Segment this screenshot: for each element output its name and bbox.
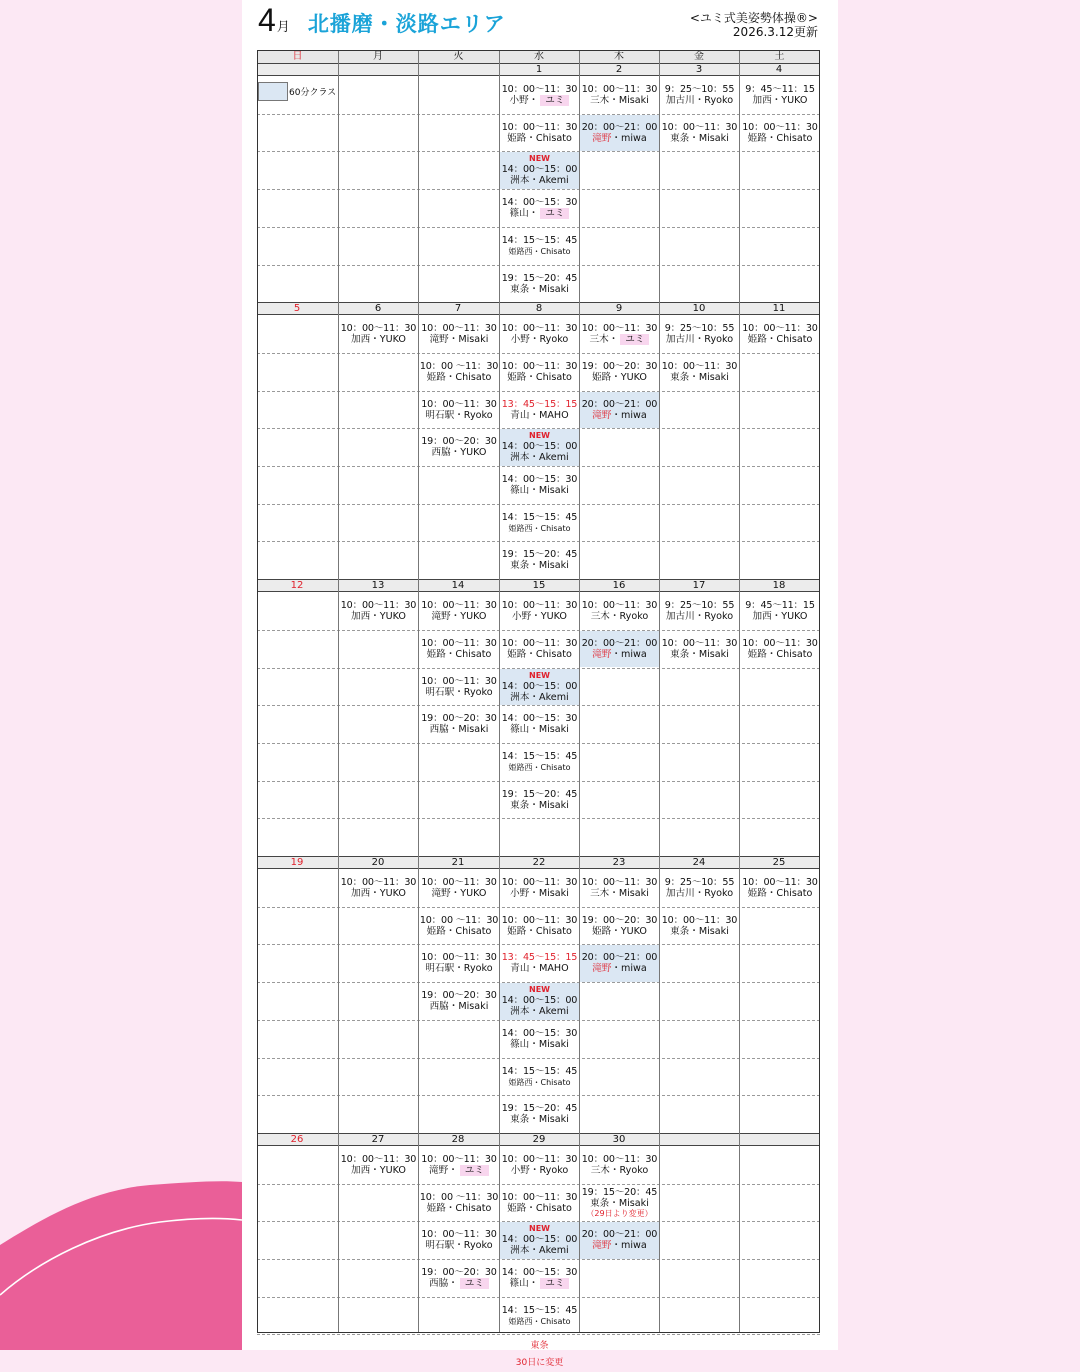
class-time: 10：00～11：30	[501, 600, 578, 612]
date-label: 13	[371, 580, 385, 592]
class-time: 10：00～11：30	[421, 952, 497, 964]
class-instructor: ・miwa	[611, 132, 647, 144]
class-time: 10：00～11：30	[661, 121, 738, 133]
date-label: 18	[772, 580, 786, 592]
class-time: 9：45～11：15	[745, 600, 815, 612]
class-time: 14：00～15：30	[501, 197, 578, 209]
class-location: 三木・Misaki	[590, 95, 649, 106]
class-location: 小野・Misaki	[510, 888, 569, 899]
class-location: 姫路・Chisato	[507, 925, 572, 937]
class-time: 10：00～11：30	[421, 1153, 497, 1165]
class-time: 10：00～11：30	[501, 360, 578, 372]
class-time: 19：00～20：30	[581, 360, 658, 372]
class-time: 10：00～11：30	[742, 637, 818, 649]
day-header-5: 金	[659, 50, 739, 63]
class-location: 姫路西・Chisato	[508, 246, 571, 256]
class-location: 洲本・Akemi	[510, 691, 569, 703]
class-time: 14：00～15：30	[501, 1267, 578, 1278]
class-location: 小野・YUKO	[512, 611, 567, 623]
class-time: 10：00～11：30	[501, 1153, 578, 1165]
class-time: 9：45～11：15	[745, 84, 815, 95]
class-location: 姫路・Chisato	[507, 1202, 572, 1214]
class-time: 10：00～11：30	[742, 323, 818, 335]
class-time: 19：15～20：45	[501, 272, 578, 284]
date-label: 5	[293, 303, 301, 315]
day-header-1: 月	[338, 50, 418, 63]
class-time: 13：45～15：15	[501, 398, 578, 410]
class-location: 姫路・Chisato	[426, 371, 492, 383]
class-time: 14：00～15：00	[501, 995, 578, 1007]
class-location: 東条・Misaki	[670, 132, 729, 144]
class-time: 10：00～11：30	[742, 877, 818, 888]
class-location: 東条・Misaki	[510, 799, 569, 811]
class-place: 東条	[530, 1341, 549, 1352]
class-location: 洲本・Akemi	[510, 452, 569, 464]
date-label: 16	[612, 580, 626, 592]
class-location: 姫路・YUKO	[592, 925, 647, 937]
class-time: 10：00～11：30	[501, 637, 578, 649]
class-location: 姫路・Chisato	[426, 648, 492, 660]
class-time: 20：00～21：00	[581, 398, 658, 410]
class-time: 10：00～11：30	[421, 1229, 497, 1241]
class-time: 10：00～11：30	[421, 323, 497, 335]
class-location: 姫路・Chisato	[747, 132, 813, 144]
date-label: 20	[371, 857, 385, 868]
legend-swatch	[258, 82, 288, 101]
date-label: 11	[772, 303, 786, 315]
class-location: 西脇・Misaki	[429, 724, 489, 736]
date-label: 26	[290, 1133, 304, 1145]
class-location: 明石駅・Ryoko	[425, 686, 493, 698]
class-location: 洲本・Akemi	[510, 175, 569, 187]
class-location: 東条・Misaki	[670, 925, 729, 937]
class-time: 10：00～11：30	[581, 1153, 658, 1165]
class-instructor: ・miwa	[611, 648, 647, 660]
date-label: 9	[615, 303, 623, 315]
class-time: 10：00～11：30	[661, 360, 738, 372]
day-header-6: 土	[739, 50, 820, 63]
new-badge: NEW	[529, 985, 550, 995]
class-location: 姫路・Chisato	[507, 132, 572, 144]
class-time: 19：00～20：30	[421, 436, 497, 448]
date-label: 10	[692, 303, 706, 315]
instructor-yumi: ユミ	[460, 1278, 489, 1289]
class-location: 篠山・	[509, 208, 539, 220]
class-location: 東条・Misaki	[670, 648, 729, 660]
decorative-wave	[0, 1180, 242, 1350]
class-time: 10：00～11：30	[661, 637, 738, 649]
class-location: 加西・YUKO	[351, 1164, 406, 1176]
class-time: 14：00～15：00	[501, 441, 578, 453]
class-entry[interactable]	[500, 1335, 579, 1372]
class-time: 10：00～11：30	[340, 323, 417, 335]
day-header-3: 水	[499, 50, 579, 63]
class-location: 滝野・YUKO	[431, 611, 487, 623]
class-time: 9：25～10：55	[664, 323, 735, 335]
class-time: 10：00～11：30	[501, 323, 578, 335]
date-label: 6	[374, 303, 382, 315]
class-location: 篠山・Misaki	[510, 724, 569, 736]
calendar-grid	[257, 50, 820, 1369]
class-location: 明石駅・Ryoko	[425, 409, 493, 421]
class-time: 14：00～15：30	[501, 713, 578, 725]
class-time: 20：00～21：00	[581, 952, 658, 964]
class-time: 9：25～10：55	[664, 84, 735, 95]
class-location: 滝野・YUKO	[431, 888, 487, 899]
class-time: 14：00～15：30	[501, 474, 578, 485]
date-label: 7	[454, 303, 462, 315]
class-location: 東条・Misaki	[510, 1114, 569, 1126]
class-location: 加古川・Ryoko	[665, 334, 734, 346]
class-location: 姫路・Chisato	[507, 648, 572, 660]
grid-border	[257, 50, 820, 1333]
class-location: 姫路・Chisato	[426, 925, 492, 937]
class-location: 東条・Misaki	[670, 371, 729, 383]
class-location: 東条・Misaki	[510, 560, 569, 572]
legend	[258, 82, 336, 101]
class-time: 10：00～11：30	[581, 323, 658, 335]
program-name: <ユミ式美姿勢体操®>	[689, 11, 818, 25]
new-badge: NEW	[529, 670, 550, 680]
date-label: 28	[451, 1133, 465, 1145]
class-time: 10：00～11：30	[581, 600, 658, 612]
class-time: 20：00～21：00	[581, 121, 658, 133]
class-time: 14：00～15：00	[501, 164, 578, 176]
class-location: 洲本・Akemi	[510, 1006, 569, 1018]
date-label: 21	[451, 857, 465, 868]
class-time: 10：00～11：30	[501, 1191, 578, 1203]
class-location: 西脇・	[429, 1278, 458, 1289]
class-location: 加古川・Ryoko	[665, 888, 734, 899]
class-time: 10：00～11：30	[340, 877, 417, 888]
class-location: 滝野	[592, 132, 612, 144]
date-label: 14	[451, 580, 465, 592]
class-time: 10：00～11：30	[501, 877, 578, 888]
class-time: 14：00～15：00	[501, 680, 578, 692]
class-location: 加古川・Ryoko	[665, 95, 734, 106]
new-badge: NEW	[529, 431, 550, 441]
class-time: 10：00～11：30	[421, 398, 497, 410]
class-location: 小野・Ryoko	[510, 334, 569, 346]
class-instructor: ・miwa	[611, 1240, 647, 1252]
class-location: 姫路西・Chisato	[508, 1316, 571, 1326]
class-note: 30日に変更	[515, 1358, 564, 1369]
date-label: 24	[692, 857, 706, 868]
class-time: 9：25～10：55	[664, 600, 735, 612]
class-time: 10：00 ～11：30	[419, 1191, 499, 1203]
class-location: 篠山・Misaki	[510, 1038, 569, 1050]
date-label: 15	[532, 580, 546, 592]
date-label: 8	[535, 303, 543, 315]
class-time: 14：15～15：45	[501, 1304, 578, 1316]
class-location: 姫路西・Chisato	[508, 762, 571, 772]
class-location: 西脇・Misaki	[429, 1001, 489, 1013]
class-location: 小野・Ryoko	[510, 1164, 569, 1176]
class-location: 明石駅・Ryoko	[425, 1240, 493, 1252]
class-location: 姫路・Chisato	[507, 371, 572, 383]
class-location: 青山・MAHO	[510, 963, 569, 975]
class-location: 小野・	[509, 95, 539, 106]
day-header-2: 火	[418, 50, 499, 63]
class-time: 14：15～15：45	[501, 234, 578, 246]
class-location: 滝野・	[429, 1164, 458, 1176]
class-location: 三木・Ryoko	[590, 1164, 649, 1176]
day-header-0: 日	[257, 50, 338, 63]
legend-label: 60分クラス	[289, 88, 337, 98]
class-location: 滝野	[592, 963, 612, 975]
date-label: 17	[692, 580, 706, 592]
class-location: 加西・YUKO	[351, 334, 406, 346]
new-badge: NEW	[529, 154, 550, 164]
class-location: 篠山・Misaki	[510, 485, 569, 496]
class-location: 姫路・Chisato	[747, 648, 813, 660]
class-time: 10：00～11：30	[501, 84, 578, 95]
date-label: 19	[290, 857, 304, 868]
class-location: 東条・Misaki	[590, 1197, 649, 1209]
class-location: 加西・YUKO	[752, 611, 808, 623]
class-time: 14：15～15：45	[501, 511, 578, 523]
class-location: 姫路・YUKO	[592, 371, 647, 383]
class-time: 19：00～20：30	[421, 990, 497, 1002]
class-time: 10：00～11：30	[421, 637, 497, 649]
class-time: 10：00～11：30	[501, 914, 578, 926]
class-time: 14：00～15：00	[501, 1234, 578, 1246]
class-location: 三木・Ryoko	[590, 611, 649, 623]
month-suffix: 月	[276, 20, 290, 35]
instructor-yumi: ユミ	[460, 1165, 489, 1176]
class-location: 滝野	[592, 409, 612, 421]
class-time: 20：00～21：00	[581, 637, 658, 649]
date-label: 3	[695, 64, 703, 75]
class-location: 三木・	[589, 334, 619, 346]
class-time: 14：00～15：30	[501, 1027, 578, 1039]
date-label: 27	[371, 1133, 385, 1145]
class-time: 10：00～11：30	[340, 600, 417, 612]
class-location: 明石駅・Ryoko	[425, 963, 493, 975]
day-header-4: 木	[579, 50, 659, 63]
instructor-yumi: ユミ	[540, 1278, 569, 1289]
class-location: 加古川・Ryoko	[665, 611, 734, 623]
date-label: 4	[775, 64, 783, 75]
date-label: 29	[532, 1133, 546, 1145]
class-location: 滝野	[592, 1240, 612, 1252]
month-number: 4	[258, 2, 276, 38]
date-label: 1	[535, 64, 543, 75]
class-time: 19：00～20：30	[421, 713, 497, 725]
page-title	[258, 2, 506, 46]
header-meta	[690, 11, 818, 39]
class-location: 姫路西・Chisato	[508, 523, 571, 533]
class-time: 10：00 ～11：30	[419, 360, 499, 372]
class-time: 14：15～15：45	[501, 1065, 578, 1077]
class-location: 青山・MAHO	[510, 409, 569, 421]
class-time: 13：45～15：15	[501, 952, 578, 964]
class-location: 加西・YUKO	[351, 611, 406, 623]
class-time: 19：15～20：45	[581, 1186, 658, 1198]
class-location: 姫路西・Chisato	[508, 1077, 571, 1087]
class-location: 加西・YUKO	[752, 95, 808, 106]
class-note: （29日より変更）	[586, 1208, 653, 1218]
class-time: 14：15～15：45	[501, 750, 578, 762]
class-time: 10：00～11：30	[581, 84, 658, 95]
class-time: 10：00～11：30	[501, 121, 578, 133]
class-location: 三木・Misaki	[590, 888, 649, 899]
area-title: 北播磨・淡路エリア	[307, 12, 506, 36]
class-location: 洲本・Akemi	[510, 1245, 569, 1257]
class-time: 10：00～11：30	[742, 121, 818, 133]
date-label: 22	[532, 857, 546, 868]
date-label: 30	[612, 1133, 626, 1145]
class-location: 姫路・Chisato	[747, 888, 813, 899]
updated-date: 2026.3.12更新	[732, 25, 818, 39]
class-time: 19：00～20：30	[421, 1267, 497, 1278]
class-location: 姫路・Chisato	[426, 1202, 492, 1214]
class-location: 西脇・YUKO	[431, 447, 487, 459]
class-time: 19：00～20：30	[581, 914, 658, 926]
class-time: 19：15～20：45	[501, 788, 578, 800]
class-location: 篠山・	[509, 1278, 539, 1289]
class-location: 滝野	[592, 648, 612, 660]
date-label: 23	[612, 857, 626, 868]
class-time: 10：00～11：30	[581, 877, 658, 888]
new-badge: NEW	[529, 1224, 550, 1234]
instructor-yumi: ユミ	[540, 208, 569, 219]
class-time: 10：00～11：30	[421, 600, 497, 612]
date-label: 2	[615, 64, 623, 75]
class-time: 19：15～20：45	[501, 1103, 578, 1115]
class-instructor: ・miwa	[611, 963, 647, 975]
class-time: 9：25～10：55	[664, 877, 735, 888]
class-time: 10：00 ～11：30	[419, 914, 499, 926]
class-time: 10：00～11：30	[340, 1153, 417, 1165]
date-label: 25	[772, 857, 786, 868]
class-location: 姫路・Chisato	[747, 334, 813, 346]
class-instructor: ・miwa	[611, 409, 647, 421]
class-location: 加西・YUKO	[351, 888, 406, 899]
class-time: 10：00～11：30	[421, 877, 497, 888]
class-time: 19：15～20：45	[501, 549, 578, 561]
class-time: 10：00～11：30	[661, 914, 738, 926]
date-label: 12	[290, 580, 304, 592]
class-location: 滝野・Misaki	[429, 334, 489, 346]
class-time: 10：00～11：30	[421, 675, 497, 687]
instructor-yumi: ユミ	[620, 334, 649, 345]
class-location: 東条・Misaki	[510, 283, 569, 295]
class-time: 20：00～21：00	[581, 1229, 658, 1241]
instructor-yumi: ユミ	[540, 95, 569, 106]
